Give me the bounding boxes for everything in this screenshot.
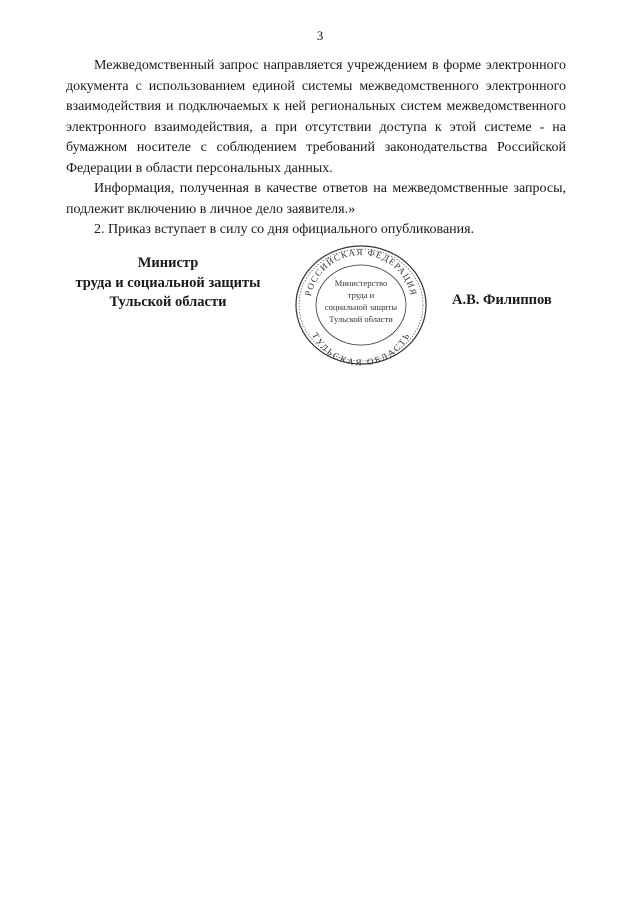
seal-center-line: Министерство	[334, 278, 388, 288]
seal-center-line: Тульской области	[329, 314, 393, 324]
signatory-title-line: Тульской области	[109, 294, 227, 310]
seal-ring-bottom-text: ТУЛЬСКАЯ ОБЛАСТЬ	[310, 330, 412, 368]
signatory-title-line: Министр	[137, 255, 199, 271]
signatory-title-line: труда и социальной защиты	[75, 274, 261, 291]
seal-center-line: труда и	[347, 290, 375, 300]
seal-ring-top-text: РОССИЙСКАЯ ФЕДЕРАЦИЯ	[303, 246, 420, 298]
page-number: 3	[316, 28, 324, 43]
signatory-title	[54, 254, 282, 313]
seal-center-line: социальной защиты	[324, 302, 398, 312]
paragraph-information-received: Информация, полученная в качестве ответов на межведомственные запросы, подлежит включению в личное дело заявителя.»	[66, 181, 566, 217]
official-seal	[291, 239, 431, 369]
paragraph-effective-date: 2. Приказ вступает в силу со дня официального опубликования.	[94, 222, 475, 237]
signatory-name: А.В. Филиппов	[452, 292, 552, 308]
paragraph-interagency-request: Межведомственный запрос направляется учреждением в форме электронного документа с использованием единой системы межведомственного электронного взаимодействия и подключаемых к ней региональных систем межведомственного электронного взаимодействия, а при отсутствии доступа к этой системе - на бумажном носителе с соблюдением требований законодательства Российской Федерации в области персональных данных.	[66, 58, 566, 176]
document-body	[66, 56, 566, 241]
